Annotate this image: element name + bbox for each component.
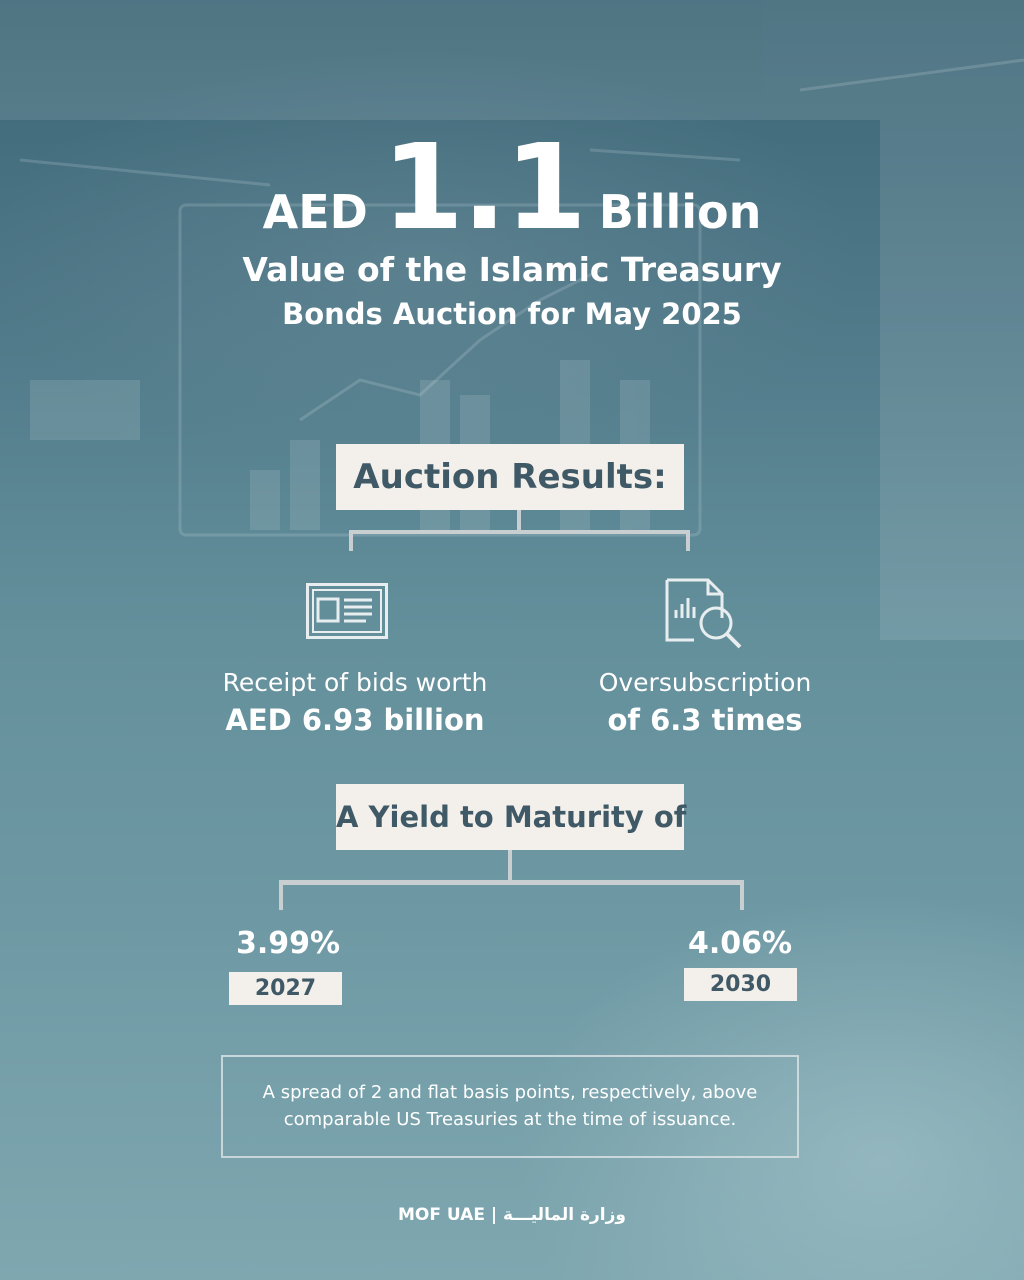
subtitle-line1: Value of the Islamic Treasury (242, 250, 782, 289)
subtitle-line2: Bonds Auction for May 2025 (282, 297, 742, 331)
results-connector-bar (349, 530, 690, 534)
bids-stat (195, 668, 515, 737)
yield-heading: A Yield to Maturity of (336, 784, 684, 850)
auction-results-heading: Auction Results: (336, 444, 684, 510)
results-connector-stem (517, 510, 521, 532)
yield-connector-bar (279, 880, 744, 885)
yield-year-2027: 2027 (229, 972, 342, 1005)
spread-note-line1: A spread of 2 and flat basis points, respectively, above (262, 1082, 758, 1103)
document-search-icon (664, 578, 746, 652)
results-connector-right (686, 530, 690, 551)
headline (0, 118, 1024, 256)
yield-connector-stem (508, 850, 512, 882)
results-connector-left (349, 530, 353, 551)
oversubscription-stat-value: of 6.3 times (607, 703, 803, 737)
spread-note-line2: comparable US Treasuries at the time of issuance. (283, 1109, 737, 1130)
footer-brand: MOF UAE | وزارة الماليـــة (398, 1205, 626, 1225)
oversubscription-stat (560, 668, 850, 737)
headline-prefix: AED (262, 185, 368, 239)
spread-note (221, 1055, 799, 1158)
certificate-icon (306, 583, 388, 639)
yield-year-2030: 2030 (684, 968, 797, 1001)
yield-value-2027: 3.99% (236, 926, 341, 961)
headline-suffix: Billion (598, 185, 762, 239)
yield-connector-left (279, 880, 283, 910)
yield-value-2030: 4.06% (688, 926, 793, 961)
yield-connector-right (740, 880, 744, 910)
bids-stat-label: Receipt of bids worth (222, 668, 488, 697)
bids-stat-value: AED 6.93 billion (225, 703, 485, 737)
headline-amount: 1.1 (381, 118, 585, 256)
oversubscription-stat-label: Oversubscription (598, 668, 812, 697)
